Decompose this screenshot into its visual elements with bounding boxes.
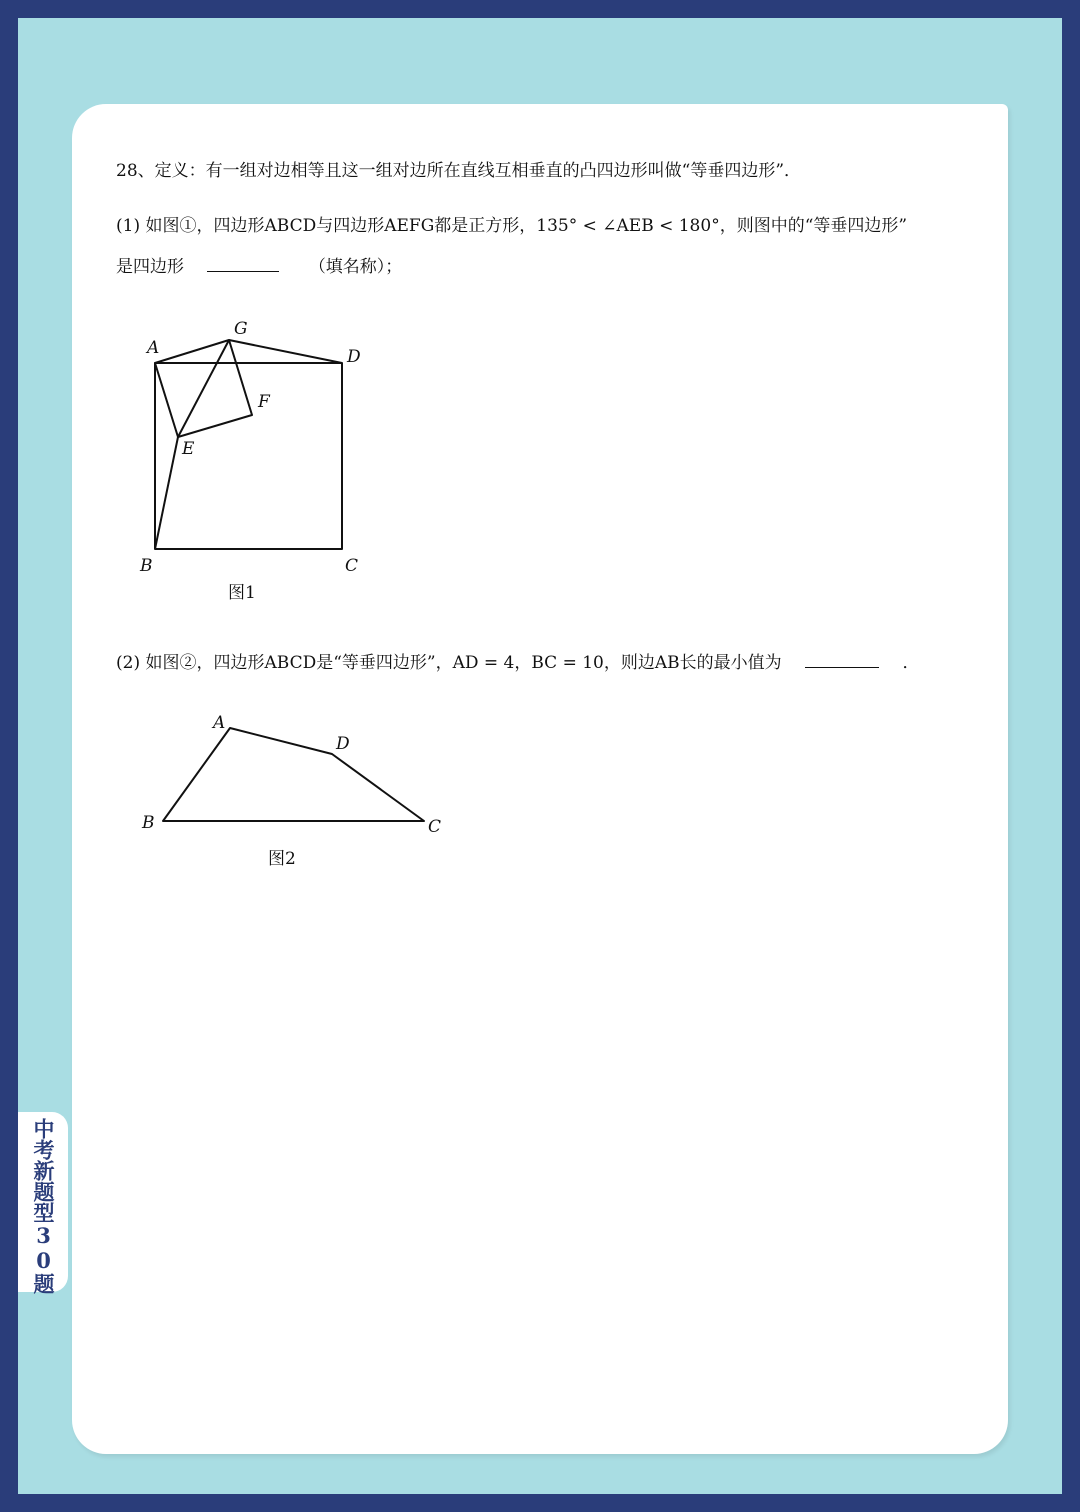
- answer-blank-1[interactable]: [207, 257, 279, 272]
- figure-1: [130, 314, 380, 584]
- fig1-label-d: D: [347, 347, 361, 367]
- problem-intro: 28、定义：有一组对边相等且这一组对边所在直线互相垂直的凸四边形叫做“等垂四边形”．: [116, 161, 802, 181]
- figure-2: [136, 708, 456, 843]
- fig1-label-f: F: [258, 392, 270, 412]
- part2-suffix: ．: [902, 653, 920, 673]
- part1-line1: (1) 如图①，四边形ABCD与四边形AEFG都是正方形，135° < ∠AEB < 180°，则图中的“等垂四边形”: [116, 216, 908, 236]
- fig2-label-c: C: [428, 817, 442, 837]
- figure-2-caption: 图2: [268, 849, 296, 869]
- segment-eg: [178, 340, 229, 437]
- part2-line: [116, 648, 919, 673]
- part1-line2-suffix: （填名称）；: [308, 257, 403, 277]
- fig1-label-b: B: [140, 556, 153, 576]
- segment-dg: [229, 340, 342, 363]
- part1-line2-prefix: 是四边形: [116, 257, 184, 277]
- answer-blank-2[interactable]: [805, 653, 879, 668]
- quadrilateral-abcd: [163, 728, 424, 821]
- side-tab-label: 中考新题型30题: [31, 1118, 56, 1294]
- fig1-label-c: C: [345, 556, 359, 576]
- segment-be: [155, 437, 178, 549]
- fig1-label-a: A: [147, 338, 160, 358]
- part2-prefix: (2) 如图②，四边形ABCD是“等垂四边形”，AD = 4，BC = 10，则边AB长的最小值为: [116, 653, 782, 673]
- part1-line2: [116, 252, 402, 277]
- fig2-label-a: A: [213, 713, 226, 733]
- figure-1-caption: 图1: [228, 583, 256, 603]
- fig1-label-g: G: [234, 319, 248, 339]
- fig2-label-d: D: [336, 734, 350, 754]
- fig2-label-b: B: [142, 813, 155, 833]
- fig1-label-e: E: [182, 439, 195, 459]
